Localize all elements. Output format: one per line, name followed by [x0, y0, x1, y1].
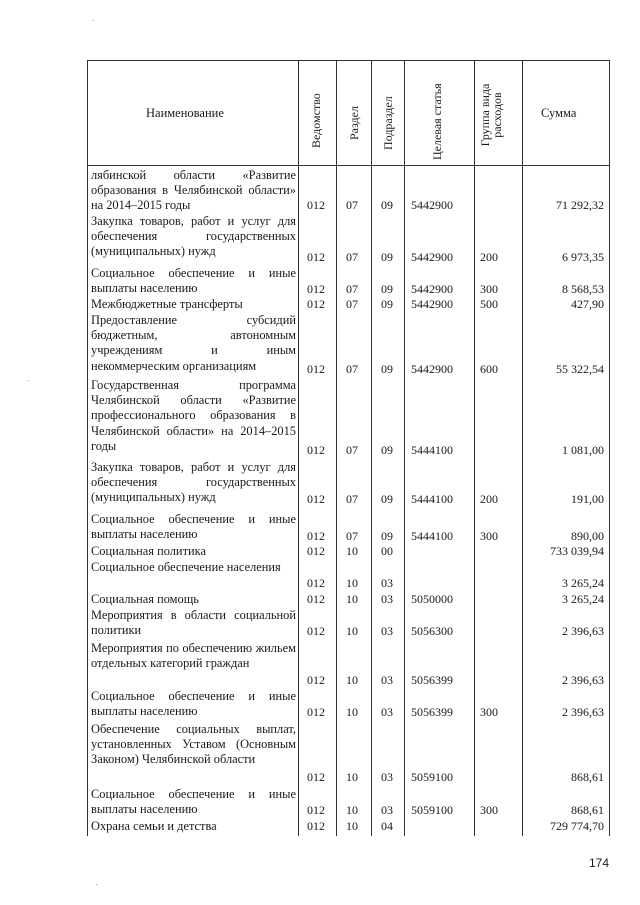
row-name: Социальное обеспечение и иные выплаты населению — [91, 787, 296, 817]
row-name: Обеспечение социальных выплат, установленных Уставом (Основным Законом) Челябинской области — [91, 722, 296, 767]
header-vedomstvo: Ведомство — [309, 93, 323, 148]
header-divider — [87, 165, 610, 166]
row-razdel: 10 — [346, 624, 358, 638]
scan-speck — [96, 884, 97, 885]
row-gruppa: 200 — [480, 492, 498, 506]
scan-speck — [93, 20, 94, 21]
row-vedomstvo: 012 — [307, 592, 325, 606]
row-podrazdel: 04 — [381, 819, 393, 833]
row-summa: 427,90 — [571, 297, 604, 311]
row-razdel: 10 — [346, 576, 358, 590]
row-podrazdel: 03 — [381, 624, 393, 638]
row-gruppa: 200 — [480, 250, 498, 264]
row-razdel: 07 — [346, 198, 358, 212]
row-razdel: 07 — [346, 529, 358, 543]
row-name: Государственная программа Челябинской области «Развитие профессионального образования в Челябинской области» на 2014–2015 годы — [91, 378, 296, 453]
row-summa: 3 265,24 — [562, 576, 604, 590]
row-podrazdel: 09 — [381, 198, 393, 212]
row-podrazdel: 09 — [381, 529, 393, 543]
header-name: Наименование — [146, 106, 224, 120]
row-vedomstvo: 012 — [307, 770, 325, 784]
row-vedomstvo: 012 — [307, 443, 325, 457]
row-gruppa: 300 — [480, 803, 498, 817]
row-celevaya: 5442900 — [411, 362, 453, 376]
row-podrazdel: 00 — [381, 544, 393, 558]
row-gruppa: 500 — [480, 297, 498, 311]
column-divider — [404, 60, 405, 836]
row-summa: 729 774,70 — [550, 819, 604, 833]
row-name: Социальное обеспечение и иные выплаты населению — [91, 512, 296, 542]
row-vedomstvo: 012 — [307, 362, 325, 376]
row-name: Мероприятия в области социальной политики — [91, 608, 296, 638]
row-razdel: 10 — [346, 770, 358, 784]
row-vedomstvo: 012 — [307, 819, 325, 833]
row-name: Охрана семьи и детства — [91, 819, 217, 833]
row-name: Социальное обеспечение и иные выплаты населению — [91, 689, 296, 719]
column-divider — [336, 60, 337, 836]
row-summa: 8 568,53 — [562, 282, 604, 296]
row-celevaya: 5442900 — [411, 282, 453, 296]
row-podrazdel: 03 — [381, 705, 393, 719]
row-name: лябинской области «Развитие образования в Челябинской области» на 2014–2015 годы — [91, 168, 296, 213]
row-celevaya: 5056300 — [411, 624, 453, 638]
row-razdel: 10 — [346, 819, 358, 833]
row-podrazdel: 09 — [381, 492, 393, 506]
row-name: Закупка товаров, работ и услуг для обеспечения государственных (муниципальных) нужд — [91, 214, 296, 259]
row-vedomstvo: 012 — [307, 297, 325, 311]
header-gruppa: Группа вида расходов — [478, 83, 504, 147]
row-celevaya: 5444100 — [411, 492, 453, 506]
row-podrazdel: 09 — [381, 297, 393, 311]
row-razdel: 07 — [346, 362, 358, 376]
row-celevaya: 5059100 — [411, 803, 453, 817]
row-summa: 2 396,63 — [562, 673, 604, 687]
row-razdel: 10 — [346, 544, 358, 558]
row-summa: 55 322,54 — [556, 362, 604, 376]
row-vedomstvo: 012 — [307, 250, 325, 264]
row-name: Мероприятия по обеспечению жильем отдельных категорий граждан — [91, 641, 296, 671]
row-vedomstvo: 012 — [307, 282, 325, 296]
header-razdel: Раздел — [347, 106, 361, 140]
row-vedomstvo: 012 — [307, 198, 325, 212]
column-divider — [522, 60, 523, 836]
row-name: Социальная политика — [91, 544, 206, 558]
row-podrazdel: 03 — [381, 770, 393, 784]
row-celevaya: 5442900 — [411, 297, 453, 311]
row-vedomstvo: 012 — [307, 529, 325, 543]
row-summa: 890,00 — [571, 529, 604, 543]
row-name: Социальное обеспечение и иные выплаты населению — [91, 266, 296, 296]
row-podrazdel: 03 — [381, 673, 393, 687]
row-summa: 868,61 — [571, 803, 604, 817]
row-summa: 71 292,32 — [556, 198, 604, 212]
row-vedomstvo: 012 — [307, 705, 325, 719]
row-summa: 868,61 — [571, 770, 604, 784]
row-razdel: 10 — [346, 705, 358, 719]
row-gruppa: 600 — [480, 362, 498, 376]
row-razdel: 10 — [346, 592, 358, 606]
row-name: Социальное обеспечение населения — [91, 560, 281, 574]
row-summa: 733 039,94 — [550, 544, 604, 558]
row-podrazdel: 09 — [381, 362, 393, 376]
row-gruppa: 300 — [480, 529, 498, 543]
row-name: Предоставление субсидий бюджетным, автономным учреждениям и иным некоммерческим организациям — [91, 313, 296, 373]
row-celevaya: 5056399 — [411, 673, 453, 687]
row-vedomstvo: 012 — [307, 624, 325, 638]
row-summa: 6 973,35 — [562, 250, 604, 264]
row-vedomstvo: 012 — [307, 576, 325, 590]
row-celevaya: 5444100 — [411, 443, 453, 457]
header-summa: Сумма — [541, 106, 577, 120]
row-podrazdel: 03 — [381, 803, 393, 817]
row-razdel: 10 — [346, 673, 358, 687]
row-razdel: 07 — [346, 492, 358, 506]
row-razdel: 10 — [346, 803, 358, 817]
row-summa: 1 081,00 — [562, 443, 604, 457]
row-vedomstvo: 012 — [307, 803, 325, 817]
row-name: Закупка товаров, работ и услуг для обеспечения государственных (муниципальных) нужд — [91, 460, 296, 505]
row-vedomstvo: 012 — [307, 544, 325, 558]
row-celevaya: 5056399 — [411, 705, 453, 719]
scan-speck — [28, 380, 29, 381]
header-podrazdel: Подраздел — [381, 96, 395, 150]
column-divider — [371, 60, 372, 836]
row-razdel: 07 — [346, 443, 358, 457]
column-divider — [474, 60, 475, 836]
row-name: Социальная помощь — [91, 592, 199, 606]
row-summa: 3 265,24 — [562, 592, 604, 606]
row-podrazdel: 03 — [381, 592, 393, 606]
row-summa: 2 396,63 — [562, 705, 604, 719]
page-number: 174 — [589, 856, 610, 870]
row-razdel: 07 — [346, 282, 358, 296]
row-vedomstvo: 012 — [307, 492, 325, 506]
row-podrazdel: 03 — [381, 576, 393, 590]
row-celevaya: 5059100 — [411, 770, 453, 784]
column-divider — [298, 60, 299, 836]
row-vedomstvo: 012 — [307, 673, 325, 687]
row-podrazdel: 09 — [381, 443, 393, 457]
row-podrazdel: 09 — [381, 250, 393, 264]
row-celevaya: 5442900 — [411, 250, 453, 264]
row-podrazdel: 09 — [381, 282, 393, 296]
row-gruppa: 300 — [480, 282, 498, 296]
header-celevaya: Целевая статья — [430, 83, 444, 160]
row-summa: 191,00 — [571, 492, 604, 506]
row-celevaya: 5444100 — [411, 529, 453, 543]
row-name: Межбюджетные трансферты — [91, 297, 243, 311]
row-celevaya: 5050000 — [411, 592, 453, 606]
row-razdel: 07 — [346, 297, 358, 311]
row-summa: 2 396,63 — [562, 624, 604, 638]
row-celevaya: 5442900 — [411, 198, 453, 212]
row-gruppa: 300 — [480, 705, 498, 719]
row-razdel: 07 — [346, 250, 358, 264]
